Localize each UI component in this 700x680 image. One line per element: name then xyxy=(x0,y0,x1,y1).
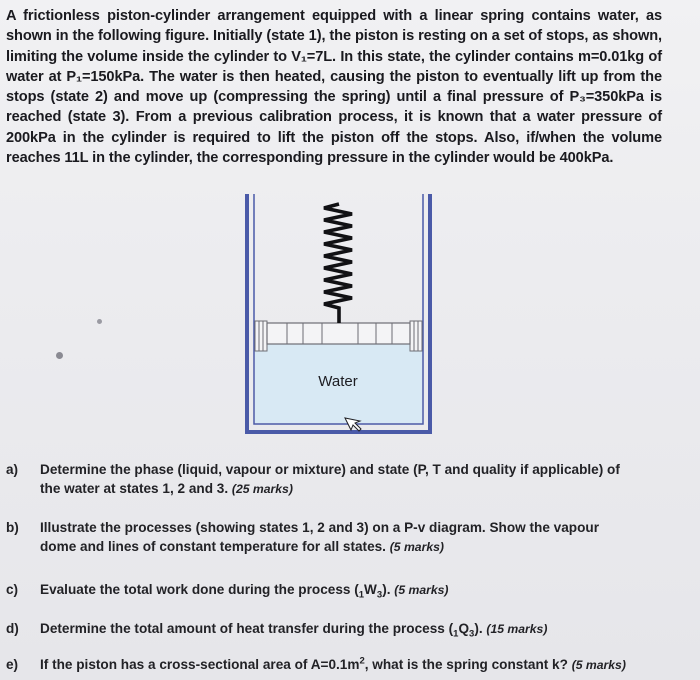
left-stop xyxy=(255,321,267,351)
question-text: , what is the spring constant k? xyxy=(364,657,568,672)
question-text: If the piston has a cross-sectional area of A=0.1m xyxy=(40,657,360,672)
subscript: 1 xyxy=(453,628,459,640)
question-a xyxy=(6,460,620,499)
stray-dot xyxy=(97,319,102,324)
question-label: c) xyxy=(6,582,19,597)
superscript: 2 xyxy=(359,655,365,667)
question-text: Q xyxy=(458,621,470,636)
question-text: ). xyxy=(474,621,483,636)
subscript: 1 xyxy=(358,589,365,601)
marks: (15 marks) xyxy=(486,622,548,636)
question-label: d) xyxy=(6,621,19,636)
problem-line: limiting the volume inside the cylinder to V₁=7L. In this state, the cylinder contains m=0.01kg of xyxy=(6,48,662,65)
stray-dot xyxy=(56,352,63,359)
question-c xyxy=(6,580,448,600)
question-text: Determine the phase (liquid, vapour or mixture) and state (P, T and quality if applicable) of xyxy=(40,462,620,477)
question-text: ). xyxy=(382,582,391,597)
problem-statement xyxy=(6,6,662,168)
question-text: W xyxy=(364,582,377,597)
question-label: b) xyxy=(6,520,19,535)
problem-line: shown in the following figure. Initially (state 1), the piston is resting on a set of stops, as shown, xyxy=(6,28,662,45)
subscript: 3 xyxy=(469,628,475,640)
marks: (5 marks) xyxy=(571,658,626,672)
problem-line: A frictionless piston-cylinder arrangement equipped with a linear spring contains water, as xyxy=(6,8,662,24)
question-label: e) xyxy=(6,657,19,672)
question-label: a) xyxy=(6,462,19,477)
question-text: Illustrate the processes (showing states 1, 2 and 3) on a P-v diagram. Show the vapour xyxy=(40,520,599,535)
problem-line: 200kPa in the cylinder is required to lift the piston off the stops. Also, if/when the volume xyxy=(6,129,662,146)
question-text: the water at states 1, 2 and 3. xyxy=(40,481,229,496)
linear-spring xyxy=(324,204,352,323)
marks: (25 marks) xyxy=(231,482,293,496)
problem-line: stops (state 2) and move up (compressing the spring) until a final pressure of P₃=350kPa is xyxy=(6,89,662,106)
problem-line: water at P₁=150kPa. The water is then heated, causing the piston to eventually lift up from the xyxy=(6,68,662,85)
right-stop xyxy=(410,321,422,351)
problem-line: reaches 11L in the cylinder, the corresponding pressure in the cylinder would be 400kPa. xyxy=(6,150,614,167)
water-label: Water xyxy=(318,373,358,390)
marks: (5 marks) xyxy=(394,583,449,597)
subscript: 3 xyxy=(376,589,383,601)
problem-line: reached (state 3). From a previous calibration process, it is known that a water pressure of xyxy=(6,109,662,126)
question-text: Determine the total amount of heat transfer during the process ( xyxy=(40,621,454,636)
question-e xyxy=(6,655,626,675)
piston xyxy=(267,323,410,344)
marks: (5 marks) xyxy=(389,540,444,554)
question-text: dome and lines of constant temperature for all states. xyxy=(40,539,386,554)
piston-cylinder-figure xyxy=(240,186,438,434)
question-text: Evaluate the total work done during the process ( xyxy=(40,582,359,597)
question-d xyxy=(6,619,547,639)
question-b xyxy=(6,518,599,557)
